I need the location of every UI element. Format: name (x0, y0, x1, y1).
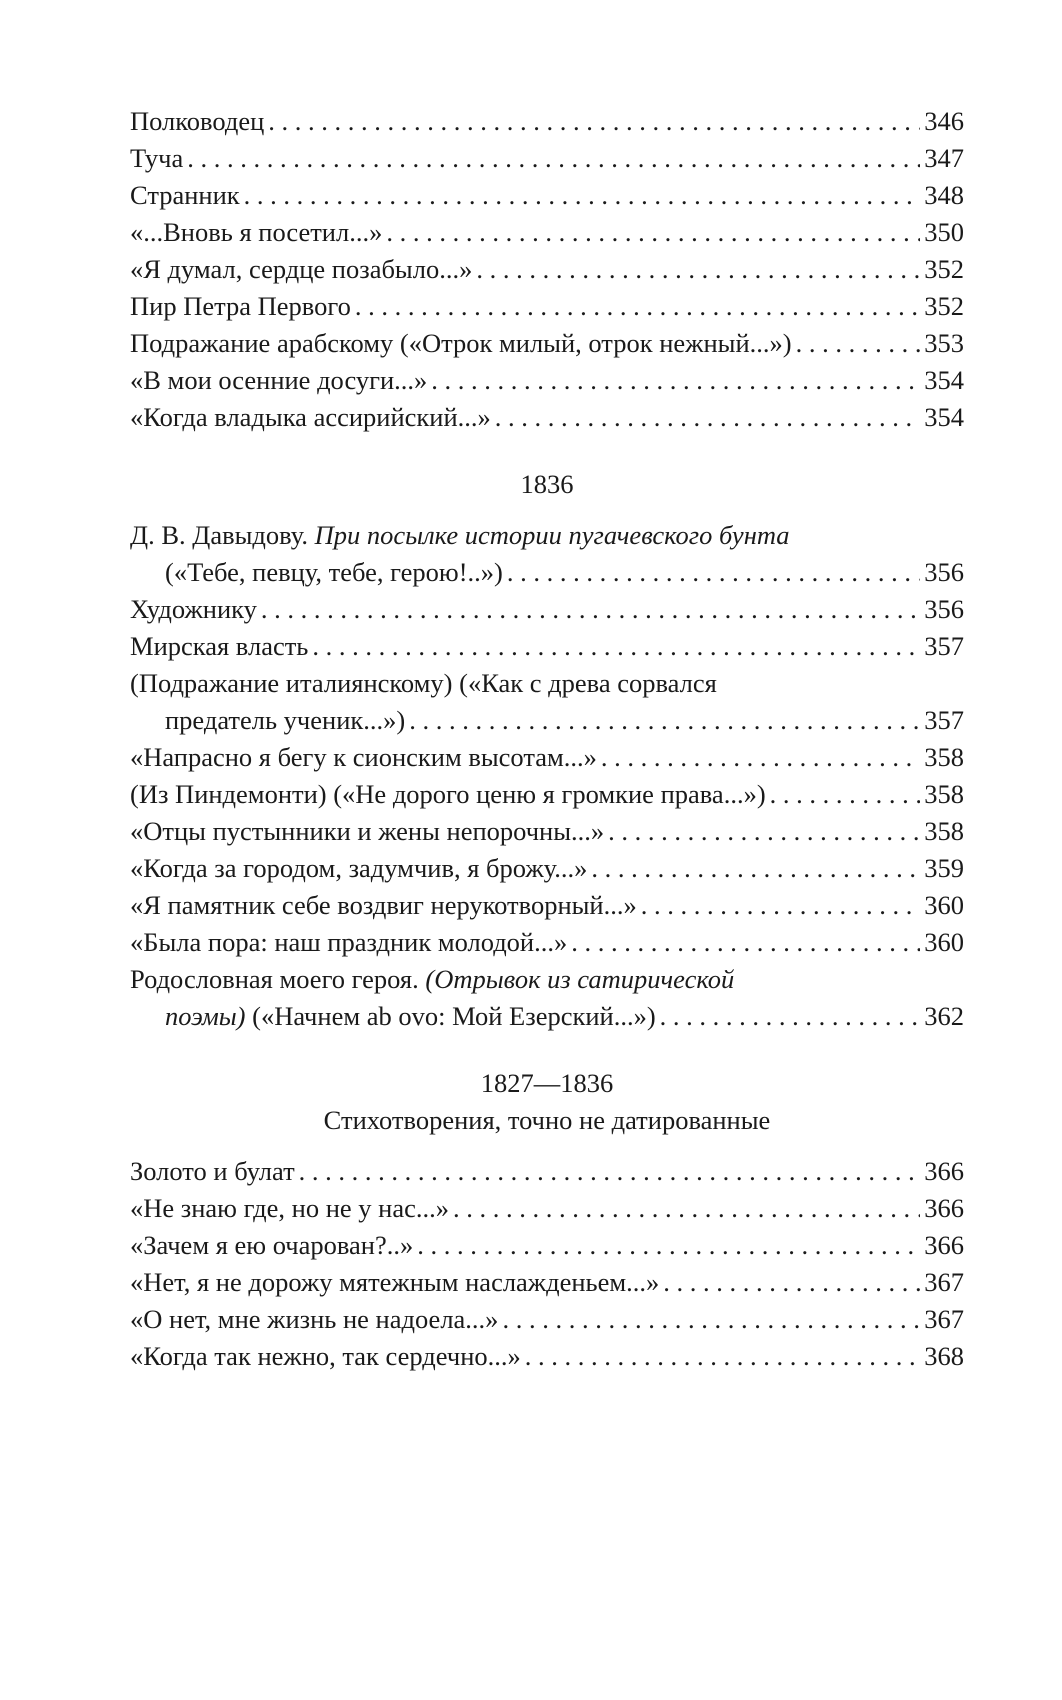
toc-entry[interactable] (130, 776, 964, 813)
toc-entry[interactable] (130, 628, 964, 665)
entry-title-cont: («Тебе, певцу, тебе, герою!..») (165, 557, 503, 587)
toc-page (130, 103, 964, 1375)
toc-entry[interactable] (130, 1301, 964, 1338)
entry-page: 360 (924, 927, 964, 957)
leader-dots (268, 103, 920, 140)
entry-title: Странник (130, 180, 240, 210)
entry-page: 346 (924, 106, 964, 136)
entry-title: Золото и булат (130, 1156, 295, 1186)
entry-title: «Я думал, сердце позабыло...» (130, 254, 473, 284)
leader-dots (417, 1227, 920, 1264)
leader-dots (641, 887, 921, 924)
entry-page: 348 (924, 180, 964, 210)
leader-dots (244, 177, 921, 214)
entry-page: 368 (924, 1341, 964, 1371)
entry-title: Туча (130, 143, 184, 173)
entry-title: Мирская власть (130, 631, 309, 661)
leader-dots (431, 362, 920, 399)
toc-entry[interactable] (130, 887, 964, 924)
leader-dots (312, 628, 920, 665)
entry-line-1: (Подражание италиянскому) («Как с древа сорвался (130, 668, 717, 698)
entry-subtitle-cont: поэмы) (165, 1001, 246, 1031)
leader-dots (386, 214, 920, 251)
entry-page: 366 (924, 1230, 964, 1260)
entry-page: 366 (924, 1156, 964, 1186)
entry-title: «Была пора: наш праздник молодой...» (130, 927, 568, 957)
entry-title: «Нет, я не дорожу мятежным наслажденьем...» (130, 1267, 660, 1297)
toc-entry-davydov[interactable] (130, 517, 964, 591)
section-subheading: Стихотворения, точно не датированные (323, 1105, 771, 1135)
leader-dots (355, 288, 920, 325)
leader-dots (796, 325, 921, 362)
toc-entry[interactable] (130, 1227, 964, 1264)
toc-entry[interactable] (130, 1338, 964, 1375)
toc-entry-italian[interactable] (130, 665, 964, 739)
entry-title: «Когда так нежно, так сердечно...» (130, 1341, 521, 1371)
entry-line-2 (130, 998, 964, 1035)
entry-page: 352 (924, 291, 964, 321)
entry-line-2 (130, 554, 964, 591)
toc-entry[interactable] (130, 591, 964, 628)
entry-page: 360 (924, 890, 964, 920)
entry-line-1 (130, 961, 964, 998)
toc-entry[interactable] (130, 850, 964, 887)
entry-title: «Не знаю где, но не у нас...» (130, 1193, 449, 1223)
toc-entry[interactable] (130, 1190, 964, 1227)
leader-dots (261, 591, 920, 628)
entry-page: 354 (924, 365, 964, 395)
leader-dots (299, 1153, 921, 1190)
entry-line-2 (130, 702, 964, 739)
entry-title: Полководец (130, 106, 265, 136)
leader-dots (502, 1301, 920, 1338)
leader-dots (476, 251, 920, 288)
entry-title: Подражание арабскому («Отрок милый, отрок нежный...») (130, 328, 792, 358)
leader-dots (591, 850, 920, 887)
entry-title: «Когда за городом, задумчив, я брожу...» (130, 853, 588, 883)
entry-page: 366 (924, 1193, 964, 1223)
toc-group-1836 (130, 517, 964, 1035)
entry-title: «О нет, мне жизнь не надоела...» (130, 1304, 499, 1334)
toc-entry[interactable] (130, 739, 964, 776)
section-heading-1836: 1836 (520, 469, 574, 499)
entry-title: «Отцы пустынники и жены непорочны...» (130, 816, 605, 846)
section-heading-years: 1827—1836 (480, 1068, 614, 1098)
entry-page: 356 (924, 557, 964, 587)
entry-title: Художнику (130, 594, 257, 624)
toc-entry[interactable] (130, 251, 964, 288)
entry-page: 358 (924, 742, 964, 772)
toc-entry-rodoslovnaya[interactable] (130, 961, 964, 1035)
entry-title: «В мои осенние досуги...» (130, 365, 428, 395)
toc-entry[interactable] (130, 813, 964, 850)
leader-dots (409, 702, 920, 739)
entry-title: «Напрасно я бегу к сионским высотам...» (130, 742, 597, 772)
leader-dots (608, 813, 920, 850)
toc-entry[interactable] (130, 924, 964, 961)
entry-title: «Когда владыка ассирийский...» (130, 402, 491, 432)
toc-entry[interactable] (130, 399, 964, 436)
entry-title-cont: предатель ученик...») (165, 705, 406, 735)
toc-entry[interactable] (130, 288, 964, 325)
entry-title: Родословная моего героя. (130, 964, 419, 994)
toc-entry[interactable] (130, 325, 964, 362)
leader-dots (453, 1190, 920, 1227)
entry-title: (Из Пиндемонти) («Не дорого ценю я громкие права...») (130, 779, 766, 809)
entry-page: 354 (924, 402, 964, 432)
entry-page: 356 (924, 594, 964, 624)
leader-dots (187, 140, 920, 177)
entry-page: 357 (924, 631, 964, 661)
entry-title: Д. В. Давыдову. (130, 520, 308, 550)
entry-page: 352 (924, 254, 964, 284)
toc-group-1 (130, 103, 964, 436)
entry-line-1 (130, 517, 964, 554)
entry-first-line: («Начнем ab ovo: Мой Езерский...») (252, 1001, 656, 1031)
toc-entry[interactable] (130, 362, 964, 399)
entry-page: 362 (924, 1001, 964, 1031)
entry-page: 367 (924, 1304, 964, 1334)
leader-dots (660, 998, 921, 1035)
entry-page: 347 (924, 143, 964, 173)
leader-dots (663, 1264, 920, 1301)
entry-page: 358 (924, 779, 964, 809)
leader-dots (495, 399, 920, 436)
entry-title: «Зачем я ею очарован?..» (130, 1230, 414, 1260)
leader-dots (770, 776, 921, 813)
entry-title: «...Вновь я посетил...» (130, 217, 383, 247)
leader-dots (525, 1338, 920, 1375)
toc-entry[interactable] (130, 1264, 964, 1301)
leader-dots (601, 739, 920, 776)
toc-entry[interactable] (130, 1153, 964, 1190)
entry-title: Пир Петра Первого (130, 291, 351, 321)
entry-page: 367 (924, 1267, 964, 1297)
entry-subtitle: (Отрывок из сатирической (425, 964, 735, 994)
entry-subtitle: При посылке истории пугачевского бунта (314, 520, 790, 550)
toc-entry[interactable] (130, 177, 964, 214)
toc-entry[interactable] (130, 140, 964, 177)
entry-title: «Я памятник себе воздвиг нерукотворный...» (130, 890, 637, 920)
entry-page: 358 (924, 816, 964, 846)
entry-page: 359 (924, 853, 964, 883)
leader-dots (507, 554, 920, 591)
entry-title-cont (165, 998, 656, 1035)
entry-page: 350 (924, 217, 964, 247)
entry-page: 353 (924, 328, 964, 358)
entry-page: 357 (924, 705, 964, 735)
toc-group-undated (130, 1153, 964, 1375)
leader-dots (571, 924, 920, 961)
toc-entry[interactable] (130, 103, 964, 140)
toc-entry[interactable] (130, 214, 964, 251)
